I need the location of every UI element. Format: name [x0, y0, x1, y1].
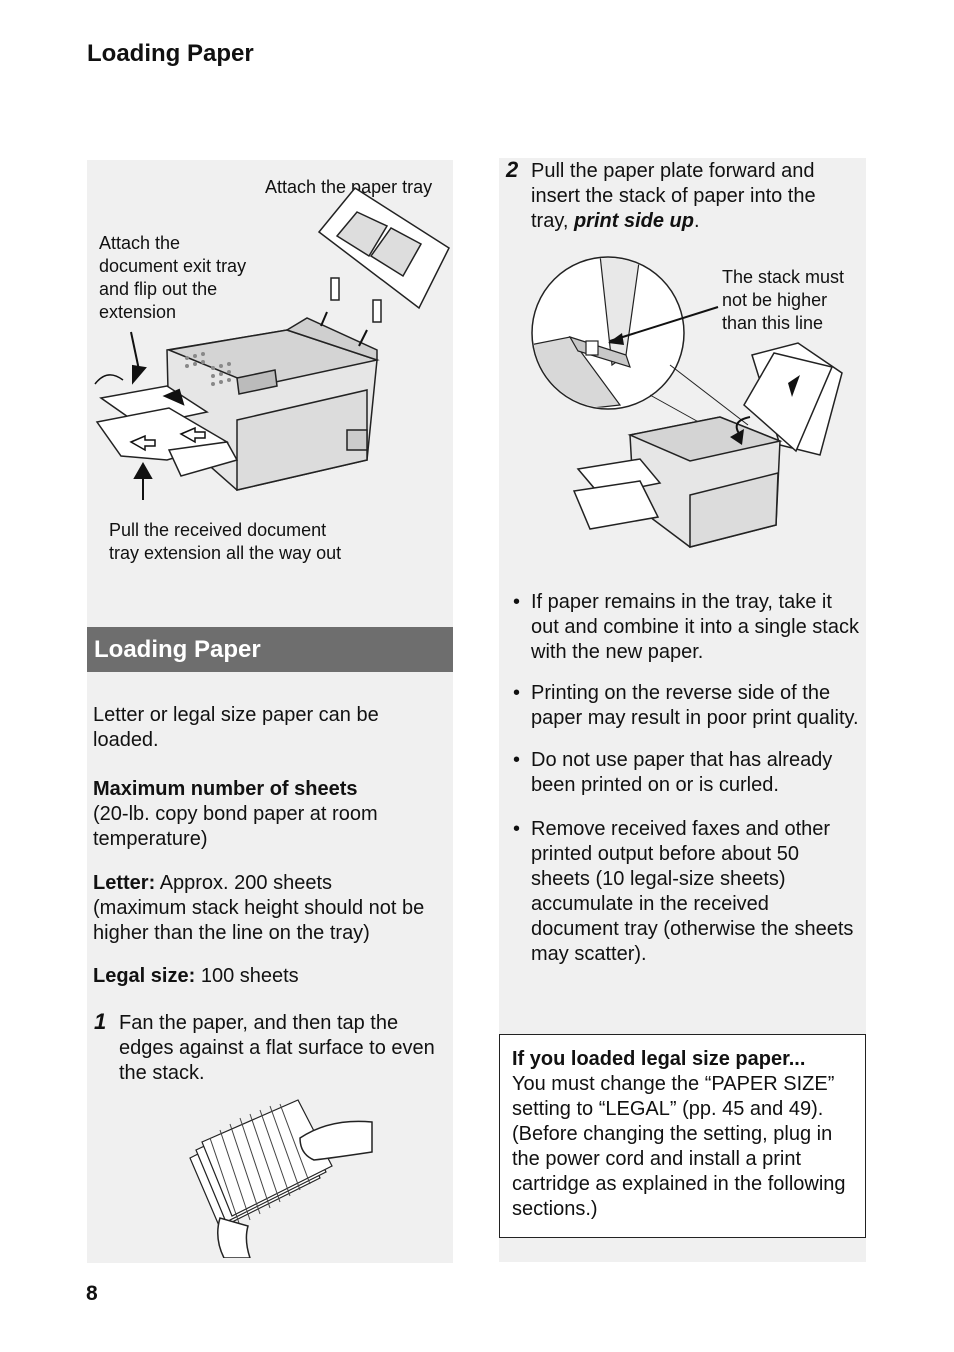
bullet-dot: • — [513, 749, 521, 771]
paper-tray-drawing — [319, 188, 449, 322]
step2-text: Pull the paper plate forward and insert the stack of paper into the tray, print side up. — [531, 160, 816, 232]
page-number: 8 — [86, 1282, 98, 1305]
bullet-dot: • — [513, 591, 521, 613]
paper-loading-illustration — [530, 255, 860, 555]
step1-text: Fan the paper, and then tap the edges against a flat surface to even the stack. — [119, 1012, 435, 1084]
figure1-label-exit: Attach the document exit tray and flip out the extension — [99, 233, 247, 322]
fanned-paper-illustration — [180, 1098, 380, 1258]
figure1-label-tray: Attach the paper tray — [265, 177, 433, 197]
page-title: Loading Paper — [87, 40, 254, 67]
max-sheets-heading: Maximum number of sheets — [93, 778, 358, 800]
note-heading: If you loaded legal size paper... — [512, 1048, 806, 1070]
step1-number: 1 — [94, 1009, 107, 1034]
max-sheets-block: Maximum number of sheets (20-lb. copy bond paper at room temperature) — [93, 777, 448, 852]
bullet-item-2: • Printing on the reverse side of the paper may result in poor print quality. — [513, 682, 859, 729]
bullet-dot: • — [513, 682, 521, 704]
bullet-item-1: • If paper remains in the tray, take it out and combine it into a single stack with the new paper. — [513, 591, 859, 663]
intro-text: Letter or legal size paper can be loaded. — [93, 704, 379, 751]
figure2-label-stack: The stack must not be higher than this line — [722, 267, 845, 333]
legal-capacity: Legal size: 100 sheets — [93, 965, 299, 987]
step2-number: 2 — [506, 157, 519, 182]
legal-paper-note-box: If you loaded legal size paper... You must change the “PAPER SIZE” setting to “LEGAL” (pp. 45 and 49). (Before changing the setting, plug in the power cord and install a print cartridge as explained in the following sections.) — [499, 1034, 866, 1238]
fax-machine-illustration — [87, 160, 453, 520]
bullet-item-3: • Do not use paper that has already been printed on or is curled. — [513, 749, 833, 796]
section-title-banner: Loading Paper — [87, 627, 453, 672]
letter-capacity: Letter: Approx. 200 sheets (maximum stack height should not be higher than the line on the tray) — [93, 872, 425, 944]
figure1-label-received: Pull the received document tray extension all the way out — [109, 520, 342, 563]
bullet-dot: • — [513, 818, 521, 840]
bullet-item-4: • Remove received faxes and other printed output before about 50 sheets (10 legal-size sheets) accumulate in the received document tray (otherwise the sheets may scatter). — [513, 818, 854, 965]
